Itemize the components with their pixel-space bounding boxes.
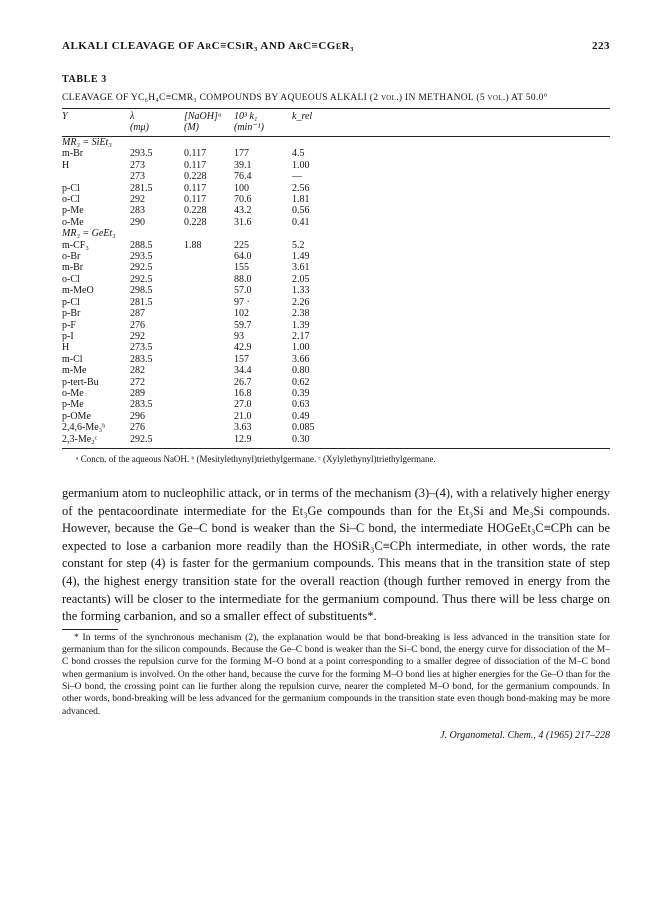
cell-y: 2,4,6-Me₃ᵇ	[62, 422, 106, 434]
cell-y: p-I	[62, 330, 74, 342]
cell-y: p-F	[62, 319, 76, 331]
table-row	[62, 251, 610, 262]
table-label: TABLE 3	[62, 74, 107, 85]
cell-naoh: 0.117	[184, 148, 207, 160]
table-row	[62, 148, 610, 159]
cell-krel: 0.62	[292, 376, 310, 388]
cell-y: p-Cl	[62, 182, 80, 194]
table-row	[62, 365, 610, 376]
cell-k1: 42.9	[234, 342, 252, 354]
journal-reference: J. Organometal. Chem., 4 (1965) 217–228	[440, 729, 610, 741]
col-header-lambda: λ (mμ)	[130, 111, 149, 133]
table-row	[62, 388, 610, 399]
cell-k1: 64.0	[234, 251, 252, 263]
table-row	[62, 354, 610, 365]
cell-lambda: 272	[130, 376, 145, 388]
cell-naoh	[184, 262, 234, 273]
cell-lambda: 293.5	[130, 148, 153, 160]
cell-k1: 21.0	[234, 410, 252, 422]
cell-k1: 157	[234, 353, 249, 365]
cell-naoh	[184, 354, 234, 365]
table-footnote: ᵃ Concn. of the aqueous NaOH. ᵇ (Mesitylethynyl)triethylgermane. ᶜ (Xylylethynyl)triethylgermane.	[76, 453, 436, 464]
cell-krel: 2.26	[292, 296, 310, 308]
cell-y: m-MeO	[62, 285, 94, 297]
cell-krel: 4.5	[292, 148, 305, 160]
cell-lambda: 298.5	[130, 285, 153, 297]
cell-krel: 0.56	[292, 205, 310, 217]
cell-naoh	[184, 411, 234, 422]
page-footnote: * In terms of the synchronous mechanism (2), the explanation would be that bond-breaking is less advanced in the transition state for germanium than for the silicon compounds. Because the Ge–C bond is weaker than the Si–C bond, the energy curve for dissociation of the M–C bond crosses the repulsion curve for the forming M–O bond at a point corresponding to a smaller degree of dissociation of the M–C bond when germanium is involved. On the other hand, because the curve for the forming M–O bond lies at higher energies for the Ge–O than for the Si–O bond, the crossing point can lie further along the repulsion curve, nearer the completed M–O bond, for the germanium compounds. In other words, bond-breaking will be less advanced for the germanium compounds in the transition state even though bond-making may be more advanced.	[62, 632, 610, 717]
cell-y: H	[62, 159, 70, 171]
cell-krel: 3.61	[292, 262, 310, 274]
table-row	[62, 183, 610, 194]
cell-naoh	[184, 285, 234, 296]
cell-y: m-Me	[62, 365, 87, 377]
cell-y: o-Me	[62, 216, 84, 228]
cell-naoh: 0.228	[184, 205, 207, 217]
cell-lambda: 293.5	[130, 251, 153, 263]
cell-y: m-Br	[62, 148, 84, 160]
cell-krel: 3.66	[292, 353, 310, 365]
cell-krel: 1.49	[292, 251, 310, 263]
cell-lambda: 292.5	[130, 262, 153, 274]
table-body	[62, 137, 610, 445]
table-row	[62, 308, 610, 319]
cell-lambda: 282	[130, 365, 145, 377]
cell-lambda: 292.5	[130, 273, 153, 285]
table-section-heading	[62, 228, 610, 239]
cell-krel: 1.81	[292, 194, 310, 206]
cell-krel: 0.63	[292, 399, 310, 411]
table-section-heading	[62, 137, 610, 148]
cell-k1: 97 ·	[234, 296, 250, 308]
table-row	[62, 399, 610, 410]
cell-naoh	[184, 331, 234, 342]
table-row	[62, 217, 610, 228]
cell-k1: 12.9	[234, 433, 252, 445]
table-row	[62, 411, 610, 422]
table-row	[62, 422, 610, 433]
table-row	[62, 377, 610, 388]
cell-lambda: 292.5	[130, 433, 153, 445]
table-row	[62, 285, 610, 296]
cell-lambda: 281.5	[130, 296, 153, 308]
running-title: ALKALI CLEAVAGE OF ArC≡CSiR₃ AND ArC≡CGeR₃	[62, 40, 354, 52]
table-bottom-rule	[62, 448, 610, 449]
cell-lambda: 276	[130, 422, 145, 434]
table-row	[62, 240, 610, 251]
cell-naoh: 0.117	[184, 194, 207, 206]
cell-k1: 43.2	[234, 205, 252, 217]
cell-y: m-CF₃	[62, 239, 89, 251]
cell-naoh: 0.228	[184, 216, 207, 228]
cell-krel: 1.00	[292, 342, 310, 354]
cell-y: o-Cl	[62, 194, 80, 206]
cell-lambda: 289	[130, 387, 145, 399]
cell-y: p-tert-Bu	[62, 376, 99, 388]
cell-naoh	[184, 297, 234, 308]
cell-krel: 2.56	[292, 182, 310, 194]
cell-naoh	[184, 274, 234, 285]
col-header-krel: k_rel	[292, 111, 313, 122]
col-header-naoh: [NaOH]ᵃ (M)	[184, 111, 222, 133]
cell-y: o-Me	[62, 387, 84, 399]
cell-naoh	[184, 365, 234, 376]
cell-k1: 225	[234, 239, 249, 251]
cell-naoh: 0.117	[184, 182, 207, 194]
page-number: 223	[592, 40, 610, 52]
col-header-k1: 10³ k₁ (min⁻¹)	[234, 111, 264, 133]
cell-lambda: 287	[130, 308, 145, 320]
cell-lambda: 292	[130, 194, 145, 206]
table-caption: CLEAVAGE OF YC₆H₄C≡CMR₃ COMPOUNDS BY AQUEOUS ALKALI (2 vol.) IN METHANOL (5 vol.) AT 50.0°	[62, 93, 548, 103]
cell-krel: 1.00	[292, 159, 310, 171]
cell-y: H	[62, 342, 70, 354]
cell-naoh: 0.228	[184, 171, 207, 183]
cell-k1: 16.8	[234, 387, 252, 399]
cell-k1: 39.1	[234, 159, 252, 171]
cell-y: m-Cl	[62, 353, 83, 365]
body-paragraph: germanium atom to nucleophilic attack, or in terms of the mechanism (3)–(4), with a relatively higher energy of the pentacoordinate intermediate for the Et₃Ge compounds than for the Et₃Si and Me₃Si compounds. However, because the Ge–C bond is weaker than the Si–C bond, the intermediate HOGeEt₃C≡CPh can be expected to lose a carbanion more readily than the HOSiR₃C≡CPh intermediate, in other words, the rate constant for step (4) is faster for the germanium compounds. This means that in the transition state of step (4), the highest energy transition state for the overall reaction (though further removed in energy from the reactants) will be closer to the intermediate for the germanium compound. Thus there will be less charge on the forming carbanion, and so a smaller effect of substituents*.	[62, 485, 610, 624]
cell-lambda: 296	[130, 410, 145, 422]
cell-k1: 31.6	[234, 216, 252, 228]
cell-krel: 1.39	[292, 319, 310, 331]
cell-naoh	[184, 388, 234, 399]
cell-krel: 2.38	[292, 308, 310, 320]
cell-lambda: 283.5	[130, 353, 153, 365]
table-row	[62, 274, 610, 285]
table-row	[62, 434, 610, 445]
cell-naoh	[184, 308, 234, 319]
cell-k1: 59.7	[234, 319, 252, 331]
cell-lambda: 288.5	[130, 239, 153, 251]
cell-lambda: 273	[130, 171, 145, 183]
cell-y: m-Br	[62, 262, 84, 274]
cell-y: p-OMe	[62, 410, 91, 422]
footnote-rule	[62, 629, 118, 630]
cell-y: 2,3-Me₂ᶜ	[62, 433, 98, 445]
cell-naoh: 0.117	[184, 159, 207, 171]
cell-k1: 155	[234, 262, 249, 274]
cell-naoh	[184, 251, 234, 262]
journal-page	[62, 40, 610, 741]
table-row	[62, 320, 610, 331]
cell-lambda: 276	[130, 319, 145, 331]
cell-k1: 26.7	[234, 376, 252, 388]
table-row	[62, 342, 610, 353]
table-row	[62, 297, 610, 308]
cell-y: p-Me	[62, 399, 84, 411]
col-header-y: Y	[62, 111, 68, 122]
cell-k1: 177	[234, 148, 249, 160]
cell-k1: 76.4	[234, 171, 252, 183]
cell-naoh	[184, 434, 234, 445]
cell-k1: 88.0	[234, 273, 252, 285]
cell-naoh: 1.88	[184, 239, 202, 251]
table-row	[62, 331, 610, 342]
table-row	[62, 160, 610, 171]
cell-krel: 2.05	[292, 273, 310, 285]
cell-k1: 34.4	[234, 365, 252, 377]
cell-y: o-Br	[62, 251, 81, 263]
cell-krel: —	[292, 171, 302, 183]
cell-krel: 0.39	[292, 387, 310, 399]
cell-lambda: 283.5	[130, 399, 153, 411]
cell-lambda: 273.5	[130, 342, 153, 354]
cell-lambda: 283	[130, 205, 145, 217]
cell-y: o-Cl	[62, 273, 80, 285]
cell-lambda: 290	[130, 216, 145, 228]
cell-naoh	[184, 399, 234, 410]
table-header-row	[62, 111, 610, 133]
cell-krel: 0.80	[292, 365, 310, 377]
cell-krel: 0.085	[292, 422, 315, 434]
cell-krel: 5.2	[292, 239, 305, 251]
cell-y: p-Me	[62, 205, 84, 217]
cell-krel: 2.17	[292, 330, 310, 342]
running-header	[62, 40, 610, 52]
table-row	[62, 194, 610, 205]
table-row	[62, 205, 610, 216]
cell-krel: 0.49	[292, 410, 310, 422]
cell-y: p-Cl	[62, 296, 80, 308]
cell-naoh	[184, 342, 234, 353]
cell-krel: 0.30	[292, 433, 310, 445]
section-heading-text: MR₃ = GeEt₃	[62, 228, 116, 240]
cell-lambda: 281.5	[130, 182, 153, 194]
table-row	[62, 262, 610, 273]
section-heading-text: MR₃ = SiEt₃	[62, 137, 112, 148]
cell-krel: 1.33	[292, 285, 310, 297]
cell-k1: 3.63	[234, 422, 252, 434]
cell-naoh	[184, 377, 234, 388]
cell-y: p-Br	[62, 308, 81, 320]
cell-krel: 0.41	[292, 216, 310, 228]
cell-k1: 70.6	[234, 194, 252, 206]
cell-naoh	[184, 320, 234, 331]
table-row	[62, 171, 610, 182]
cell-naoh	[184, 422, 234, 433]
cell-k1: 102	[234, 308, 249, 320]
table-top-rule	[62, 108, 610, 109]
cell-k1: 100	[234, 182, 249, 194]
data-table	[62, 111, 610, 445]
cell-k1: 27.0	[234, 399, 252, 411]
cell-k1: 93	[234, 330, 244, 342]
cell-y	[62, 171, 130, 182]
cell-lambda: 292	[130, 330, 145, 342]
cell-lambda: 273	[130, 159, 145, 171]
cell-k1: 57.0	[234, 285, 252, 297]
